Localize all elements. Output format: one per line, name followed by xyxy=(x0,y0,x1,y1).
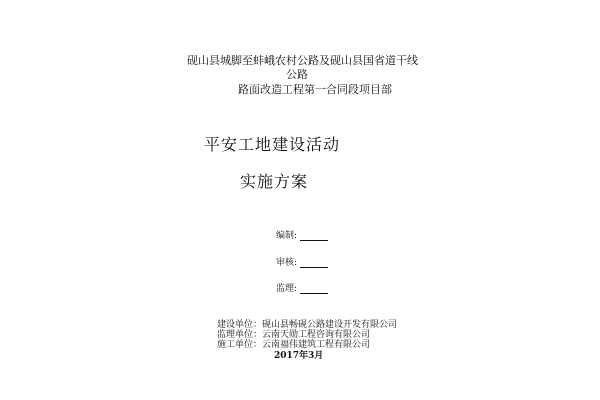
reviewer-label: 审核: xyxy=(276,258,298,268)
document-date: 2017年3月 xyxy=(274,351,324,361)
compiler-label: 编制: xyxy=(276,231,298,241)
supervision-unit: 监理单位：云南天勋工程咨询有限公司 xyxy=(217,330,371,340)
header-line-1: 砚山县城脚至蚌峨农村公路及砚山县国省道干线 xyxy=(187,54,418,67)
compiler-signature-line xyxy=(300,240,328,241)
document-title-line-1: 平安工地建设活动 xyxy=(204,135,341,154)
supervisor-signature-line xyxy=(300,293,328,294)
reviewer-signature-line xyxy=(300,267,328,268)
supervisor-label: 监理: xyxy=(276,284,298,294)
header-line-2: 公路 xyxy=(286,68,308,81)
header-line-3: 路面改造工程第一合同段项目部 xyxy=(238,83,392,96)
construction-unit: 建设单位：砚山县畅砚公路建设开发有限公司 xyxy=(217,320,398,330)
contractor-unit: 施工单位：云南福伟建筑工程有限公司 xyxy=(217,340,371,350)
document-title-line-2: 实施方案 xyxy=(240,172,309,191)
